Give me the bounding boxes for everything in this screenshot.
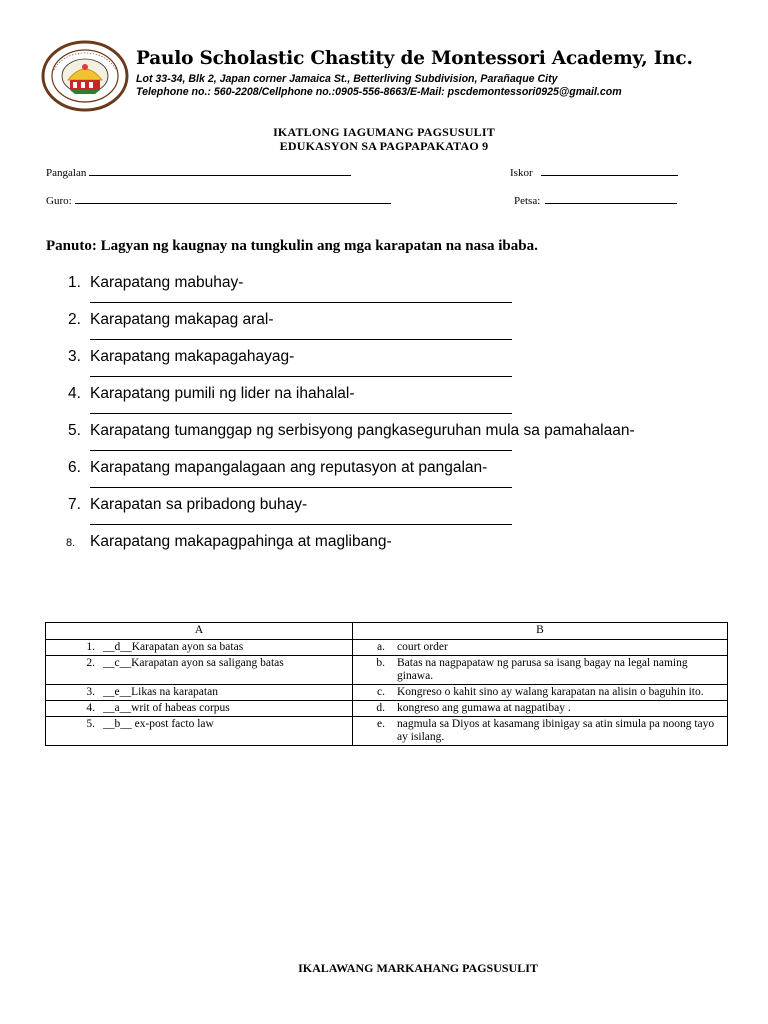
table-row [46, 656, 728, 685]
name-line[interactable] [89, 166, 351, 176]
column-a-cell [46, 701, 353, 717]
item-text: Karapatang makapag aral- [90, 311, 274, 328]
row-number: 4. [86, 702, 95, 714]
right-item [62, 274, 742, 311]
column-a-cell [46, 717, 353, 746]
school-header [40, 38, 740, 118]
teacher-line[interactable] [75, 194, 391, 204]
item-text: Karapatang tumanggap ng serbisyong pangkaseguruhan mula sa pamahalaan- [90, 422, 635, 439]
row-b-text: court order [397, 641, 448, 653]
row-number: 5. [86, 718, 95, 730]
date-field[interactable] [514, 194, 677, 207]
exam-title: IKATLONG IAGUMANG PAGSUSULIT [273, 125, 495, 139]
row-b-text: nagmula sa Diyos at kasamang ibinigay sa atin simula pa noong tayo ay isilang. [397, 718, 715, 743]
date-line[interactable] [545, 194, 677, 204]
name-field[interactable] [46, 166, 351, 179]
right-item [62, 385, 742, 422]
item-text: Karapatang pumili ng lider na ihahalal- [90, 385, 355, 402]
exam-subject: EDUKASYON SA PAGPAPAKATAO 9 [279, 139, 489, 153]
answer-line[interactable] [90, 302, 512, 303]
row-b-text: Kongreso o kahit sino ay walang karapatan na alisin o baguhin ito. [397, 686, 704, 698]
school-contact: Telephone no.: 560-2208/Cellphone no.:0905-556-8663/E-Mail: pscdemontessori0925@gmail.com [136, 86, 622, 98]
name-label: Pangalan [46, 167, 87, 179]
row-letter: e. [377, 718, 385, 730]
item-number: 1. [68, 274, 81, 291]
score-label: Iskor [510, 167, 533, 179]
row-b-text: kongreso ang gumawa at nagpatibay . [397, 702, 571, 714]
score-field[interactable] [510, 166, 678, 179]
right-item [62, 348, 742, 385]
column-b-header: B [353, 623, 728, 640]
row-a-text: __a__writ of habeas corpus [103, 702, 230, 714]
row-number: 2. [86, 657, 95, 669]
item-number: 5. [68, 422, 81, 439]
item-text: Karapatang mapangalagaan ang reputasyon at pangalan- [90, 459, 488, 476]
right-item [62, 422, 742, 459]
answer-line[interactable] [90, 487, 512, 488]
right-item [62, 533, 742, 570]
row-letter: b. [376, 657, 385, 669]
row-number: 3. [86, 686, 95, 698]
school-address: Lot 33-34, Blk 2, Japan corner Jamaica St., Betterliving Subdivision, Parañaque City [136, 73, 558, 85]
column-a-cell [46, 656, 353, 685]
score-line[interactable] [541, 166, 678, 176]
column-a-cell [46, 640, 353, 656]
column-b-cell [353, 640, 728, 656]
row-a-text: __c__Karapatan ayon sa saligang batas [103, 657, 284, 669]
item-number: 7. [68, 496, 81, 513]
row-letter: a. [377, 641, 385, 653]
row-a-text: __b__ ex-post facto law [103, 718, 214, 730]
item-text: Karapatang makapagahayag- [90, 348, 295, 365]
date-label: Petsa: [514, 195, 541, 207]
table-row [46, 701, 728, 717]
item-number: 6. [68, 459, 81, 476]
row-letter: d. [376, 702, 385, 714]
row-number: 1. [86, 641, 95, 653]
item-number: 8. [66, 537, 76, 549]
school-seal-logo [40, 40, 130, 112]
item-text: Karapatang makapagpahinga at maglibang- [90, 533, 392, 550]
table-row [46, 685, 728, 701]
right-item [62, 311, 742, 348]
table-header-row [46, 623, 728, 640]
row-a-text: __e__Likas na karapatan [103, 686, 218, 698]
answer-line[interactable] [90, 413, 512, 414]
rights-list [62, 274, 742, 570]
school-name: Paulo Scholastic Chastity de Montessori Academy, Inc. [136, 48, 693, 69]
answer-line[interactable] [90, 376, 512, 377]
item-number: 2. [68, 311, 81, 328]
answer-line[interactable] [90, 450, 512, 451]
row-a-text: __d__Karapatan ayon sa batas [103, 641, 244, 653]
table-row [46, 640, 728, 656]
right-item [62, 459, 742, 496]
footer-title: IKALAWANG MARKAHANG PAGSUSULIT [298, 961, 538, 975]
column-b-cell [353, 717, 728, 746]
row-b-text: Batas na nagpapataw ng parusa sa isang bagay na legal naming ginawa. [397, 657, 688, 682]
column-b-cell [353, 656, 728, 685]
item-text: Karapatang mabuhay- [90, 274, 244, 291]
teacher-field[interactable] [46, 194, 391, 207]
right-item [62, 496, 742, 533]
item-number: 4. [68, 385, 81, 402]
answer-line[interactable] [90, 524, 512, 525]
matching-table [45, 622, 728, 746]
row-letter: c. [377, 686, 385, 698]
item-number: 3. [68, 348, 81, 365]
column-a-header: A [46, 623, 353, 640]
teacher-label: Guro: [46, 195, 72, 207]
column-b-cell [353, 685, 728, 701]
item-text: Karapatan sa pribadong buhay- [90, 496, 308, 513]
instructions: Panuto: Lagyan ng kaugnay na tungkulin ang mga karapatan na nasa ibaba. [46, 238, 538, 254]
answer-line[interactable] [90, 339, 512, 340]
column-a-cell [46, 685, 353, 701]
table-row [46, 717, 728, 746]
column-b-cell [353, 701, 728, 717]
